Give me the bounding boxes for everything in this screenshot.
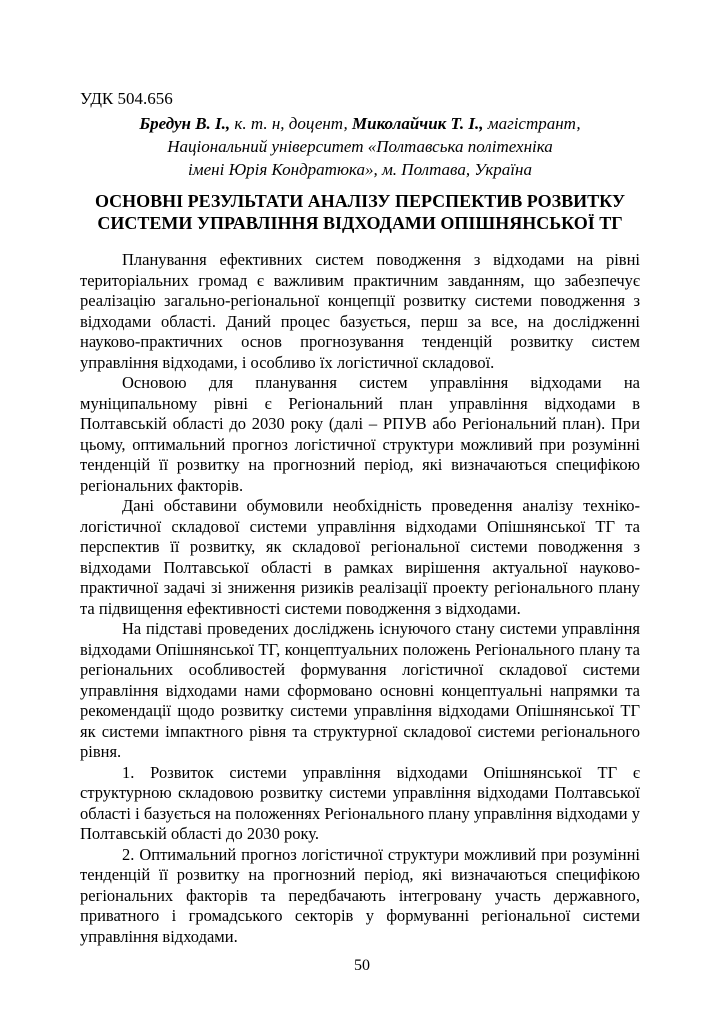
paragraph: Планування ефективних систем поводження з відходами на рівні територіальних громад є важливим практичним завданням, що забезпечує реалізацію загально-регіональної концепції розвитку системи поводження з відходами області. Даний процес базується, перш за все, на дослідженні науково-практичних основ прогнозування тенденцій розвитку систем управління відходами, і особливо їх логістичної складової. [80, 250, 640, 372]
paragraph: На підставі проведених досліджень існуючого стану системи управління відходами Опішнянської ТГ, концептуальних положень Регіонального плану та регіональних особливостей формування логістичної складової системи управління відходами нами сформовано основні концептуальні напрямки та рекомендації щодо розвитку системи управління відходами Опішнянської ТГ як системи імпактного рівня та структурної складової системи регіонального рівня. [80, 619, 640, 761]
article-title [80, 190, 640, 234]
author-name-1: Бредун В. І., [139, 114, 235, 133]
authors-byline [80, 112, 640, 135]
article-title-line-2: СИСТЕМИ УПРАВЛІННЯ ВІДХОДАМИ ОПІШНЯНСЬКОЇ ТГ [97, 213, 623, 233]
page-content [80, 88, 640, 947]
affiliation-line-2: імені Юрія Кондратюка», м. Полтава, Україна [188, 160, 532, 179]
udc-code: УДК 504.656 [80, 89, 173, 108]
author-degree-1: к. т. н, доцент, [234, 114, 352, 133]
paragraph: Основою для планування систем управління відходами на муніципальному рівні є Регіональний план управління відходами в Полтавській області до 2030 року (далі – РПУВ або Регіональний план). При цьому, оптимальний прогноз логістичної структури можливий при розумінні тенденцій її розвитку на прогнозний період, які визначаються специфікою регіональних факторів. [80, 373, 640, 495]
paragraph: 1. Розвиток системи управління відходами Опішнянської ТГ є структурною складовою розвитку системи управління відходами Полтавської області і базується на положеннях Регіонального плану управління відходами у Полтавській області до 2030 року. [80, 762, 640, 843]
page-number: 50 [354, 957, 370, 974]
article-title-line-1: ОСНОВНІ РЕЗУЛЬТАТИ АНАЛІЗУ ПЕРСПЕКТИВ РОЗВИТКУ [94, 191, 626, 211]
article-body [80, 250, 640, 947]
affiliation-line-1: Національний університет «Полтавська політехніка [167, 137, 553, 156]
author-name-2: Миколайчик Т. І., [352, 114, 488, 133]
paragraph: Дані обставини обумовили необхідність проведення аналізу техніко-логістичної складової системи управління відходами Опішнянської ТГ та перспектив її розвитку, як складової регіональної системи поводження з відходами Полтавської області в рамках вирішення актуальної науково-практичної задачі зі зниження ризиків реалізації проекту регіонального плану та підвищення ефективності системи поводження з відходами. [80, 496, 640, 618]
paragraph: 2. Оптимальний прогноз логістичної структури можливий при розумінні тенденцій її розвитку на прогнозний період, які визначаються специфікою регіональних факторів та передбачають інтегровану участь державного, приватного і громадського секторів у формуванні регіональної системи управління відходами. [80, 844, 640, 946]
author-degree-2: магістрант, [487, 114, 581, 133]
